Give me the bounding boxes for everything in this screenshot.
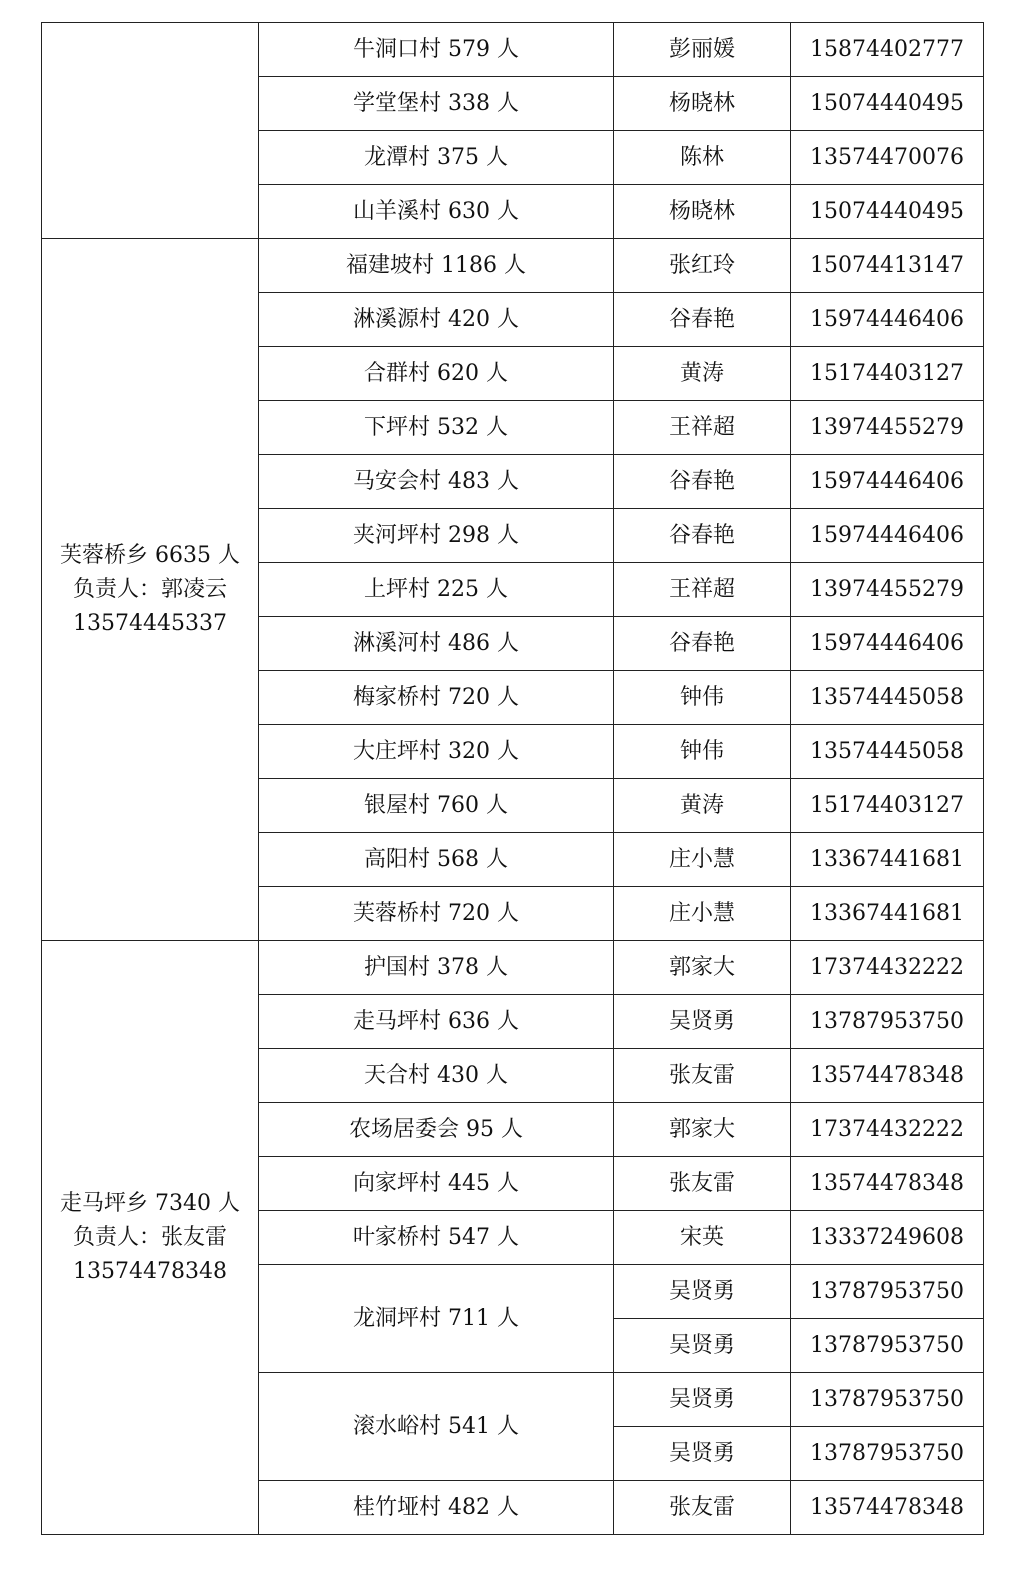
contact-person-cell: 郭家大 xyxy=(614,941,791,995)
village-cell: 农场居委会 95 人 xyxy=(259,1103,614,1157)
contact-person-cell: 吴贤勇 xyxy=(614,995,791,1049)
contact-person-cell: 谷春艳 xyxy=(614,455,791,509)
contact-person-cell: 黄涛 xyxy=(614,347,791,401)
phone-cell: 13787953750 xyxy=(791,1319,984,1373)
table-row xyxy=(42,239,984,293)
phone-cell: 17374432222 xyxy=(791,1103,984,1157)
contact-person-cell: 杨晓林 xyxy=(614,185,791,239)
village-cell: 龙潭村 375 人 xyxy=(259,131,614,185)
phone-cell: 13787953750 xyxy=(791,995,984,1049)
phone-cell: 15874402777 xyxy=(791,23,984,77)
contact-person-cell: 吴贤勇 xyxy=(614,1373,791,1427)
village-cell: 芙蓉桥村 720 人 xyxy=(259,887,614,941)
village-cell: 桂竹垭村 482 人 xyxy=(259,1481,614,1535)
phone-cell: 13574478348 xyxy=(791,1481,984,1535)
village-cell: 梅家桥村 720 人 xyxy=(259,671,614,725)
phone-cell: 13367441681 xyxy=(791,887,984,941)
contact-person-cell: 彭丽媛 xyxy=(614,23,791,77)
contact-person-cell: 陈林 xyxy=(614,131,791,185)
village-cell: 走马坪村 636 人 xyxy=(259,995,614,1049)
phone-cell: 13574445058 xyxy=(791,671,984,725)
contact-person-cell: 杨晓林 xyxy=(614,77,791,131)
contact-person-cell: 张友雷 xyxy=(614,1157,791,1211)
phone-cell: 15974446406 xyxy=(791,617,984,671)
phone-cell: 13337249608 xyxy=(791,1211,984,1265)
village-cell: 龙洞坪村 711 人 xyxy=(259,1265,614,1373)
phone-cell: 13787953750 xyxy=(791,1427,984,1481)
phone-cell: 15974446406 xyxy=(791,293,984,347)
village-cell: 上坪村 225 人 xyxy=(259,563,614,617)
phone-cell: 13574445058 xyxy=(791,725,984,779)
contact-person-cell: 王祥超 xyxy=(614,563,791,617)
village-cell: 学堂堡村 338 人 xyxy=(259,77,614,131)
contact-person-cell: 张友雷 xyxy=(614,1049,791,1103)
table-row xyxy=(42,941,984,995)
village-cell: 银屋村 760 人 xyxy=(259,779,614,833)
village-cell: 马安会村 483 人 xyxy=(259,455,614,509)
phone-cell: 15074440495 xyxy=(791,77,984,131)
contact-person-cell: 庄小慧 xyxy=(614,833,791,887)
phone-cell: 15974446406 xyxy=(791,509,984,563)
contact-person-cell: 谷春艳 xyxy=(614,617,791,671)
contact-person-cell: 庄小慧 xyxy=(614,887,791,941)
phone-cell: 13367441681 xyxy=(791,833,984,887)
village-cell: 山羊溪村 630 人 xyxy=(259,185,614,239)
village-cell: 叶家桥村 547 人 xyxy=(259,1211,614,1265)
village-cell: 大庄坪村 320 人 xyxy=(259,725,614,779)
contact-person-cell: 钟伟 xyxy=(614,671,791,725)
township-cell xyxy=(42,941,259,1535)
phone-cell: 13787953750 xyxy=(791,1373,984,1427)
village-contact-table xyxy=(41,22,984,1535)
contact-person-cell: 钟伟 xyxy=(614,725,791,779)
township-line1: 芙蓉桥乡 6635 人 xyxy=(60,542,240,568)
contact-person-cell: 吴贤勇 xyxy=(614,1427,791,1481)
phone-cell: 17374432222 xyxy=(791,941,984,995)
village-cell: 淋溪源村 420 人 xyxy=(259,293,614,347)
phone-cell: 15074440495 xyxy=(791,185,984,239)
village-cell: 夹河坪村 298 人 xyxy=(259,509,614,563)
village-cell: 下坪村 532 人 xyxy=(259,401,614,455)
township-line3: 13574478348 xyxy=(73,1258,227,1284)
contact-person-cell: 谷春艳 xyxy=(614,293,791,347)
contact-person-cell: 吴贤勇 xyxy=(614,1265,791,1319)
contact-person-cell: 张友雷 xyxy=(614,1481,791,1535)
contact-person-cell: 黄涛 xyxy=(614,779,791,833)
table-body xyxy=(42,23,984,1535)
township-line1: 走马坪乡 7340 人 xyxy=(60,1190,240,1216)
contact-person-cell: 张红玲 xyxy=(614,239,791,293)
village-cell: 牛洞口村 579 人 xyxy=(259,23,614,77)
phone-cell: 15074413147 xyxy=(791,239,984,293)
phone-cell: 15174403127 xyxy=(791,347,984,401)
village-cell: 向家坪村 445 人 xyxy=(259,1157,614,1211)
contact-person-cell: 王祥超 xyxy=(614,401,791,455)
contact-person-cell: 郭家大 xyxy=(614,1103,791,1157)
phone-cell: 13974455279 xyxy=(791,563,984,617)
village-cell: 滚水峪村 541 人 xyxy=(259,1373,614,1481)
contact-person-cell: 宋英 xyxy=(614,1211,791,1265)
contact-person-cell: 谷春艳 xyxy=(614,509,791,563)
village-cell: 合群村 620 人 xyxy=(259,347,614,401)
phone-cell: 13787953750 xyxy=(791,1265,984,1319)
village-cell: 天合村 430 人 xyxy=(259,1049,614,1103)
contact-person-cell: 吴贤勇 xyxy=(614,1319,791,1373)
phone-cell: 15174403127 xyxy=(791,779,984,833)
phone-cell: 13974455279 xyxy=(791,401,984,455)
phone-cell: 13574470076 xyxy=(791,131,984,185)
township-cell xyxy=(42,239,259,941)
village-cell: 护国村 378 人 xyxy=(259,941,614,995)
village-cell: 高阳村 568 人 xyxy=(259,833,614,887)
township-line2: 负责人：郭凌云 xyxy=(72,576,227,602)
village-cell: 淋溪河村 486 人 xyxy=(259,617,614,671)
table-row xyxy=(42,23,984,77)
township-line2: 负责人：张友雷 xyxy=(72,1224,227,1250)
phone-cell: 13574478348 xyxy=(791,1157,984,1211)
township-cell xyxy=(42,23,259,239)
phone-cell: 13574478348 xyxy=(791,1049,984,1103)
township-line3: 13574445337 xyxy=(73,610,227,636)
village-cell: 福建坡村 1186 人 xyxy=(259,239,614,293)
phone-cell: 15974446406 xyxy=(791,455,984,509)
